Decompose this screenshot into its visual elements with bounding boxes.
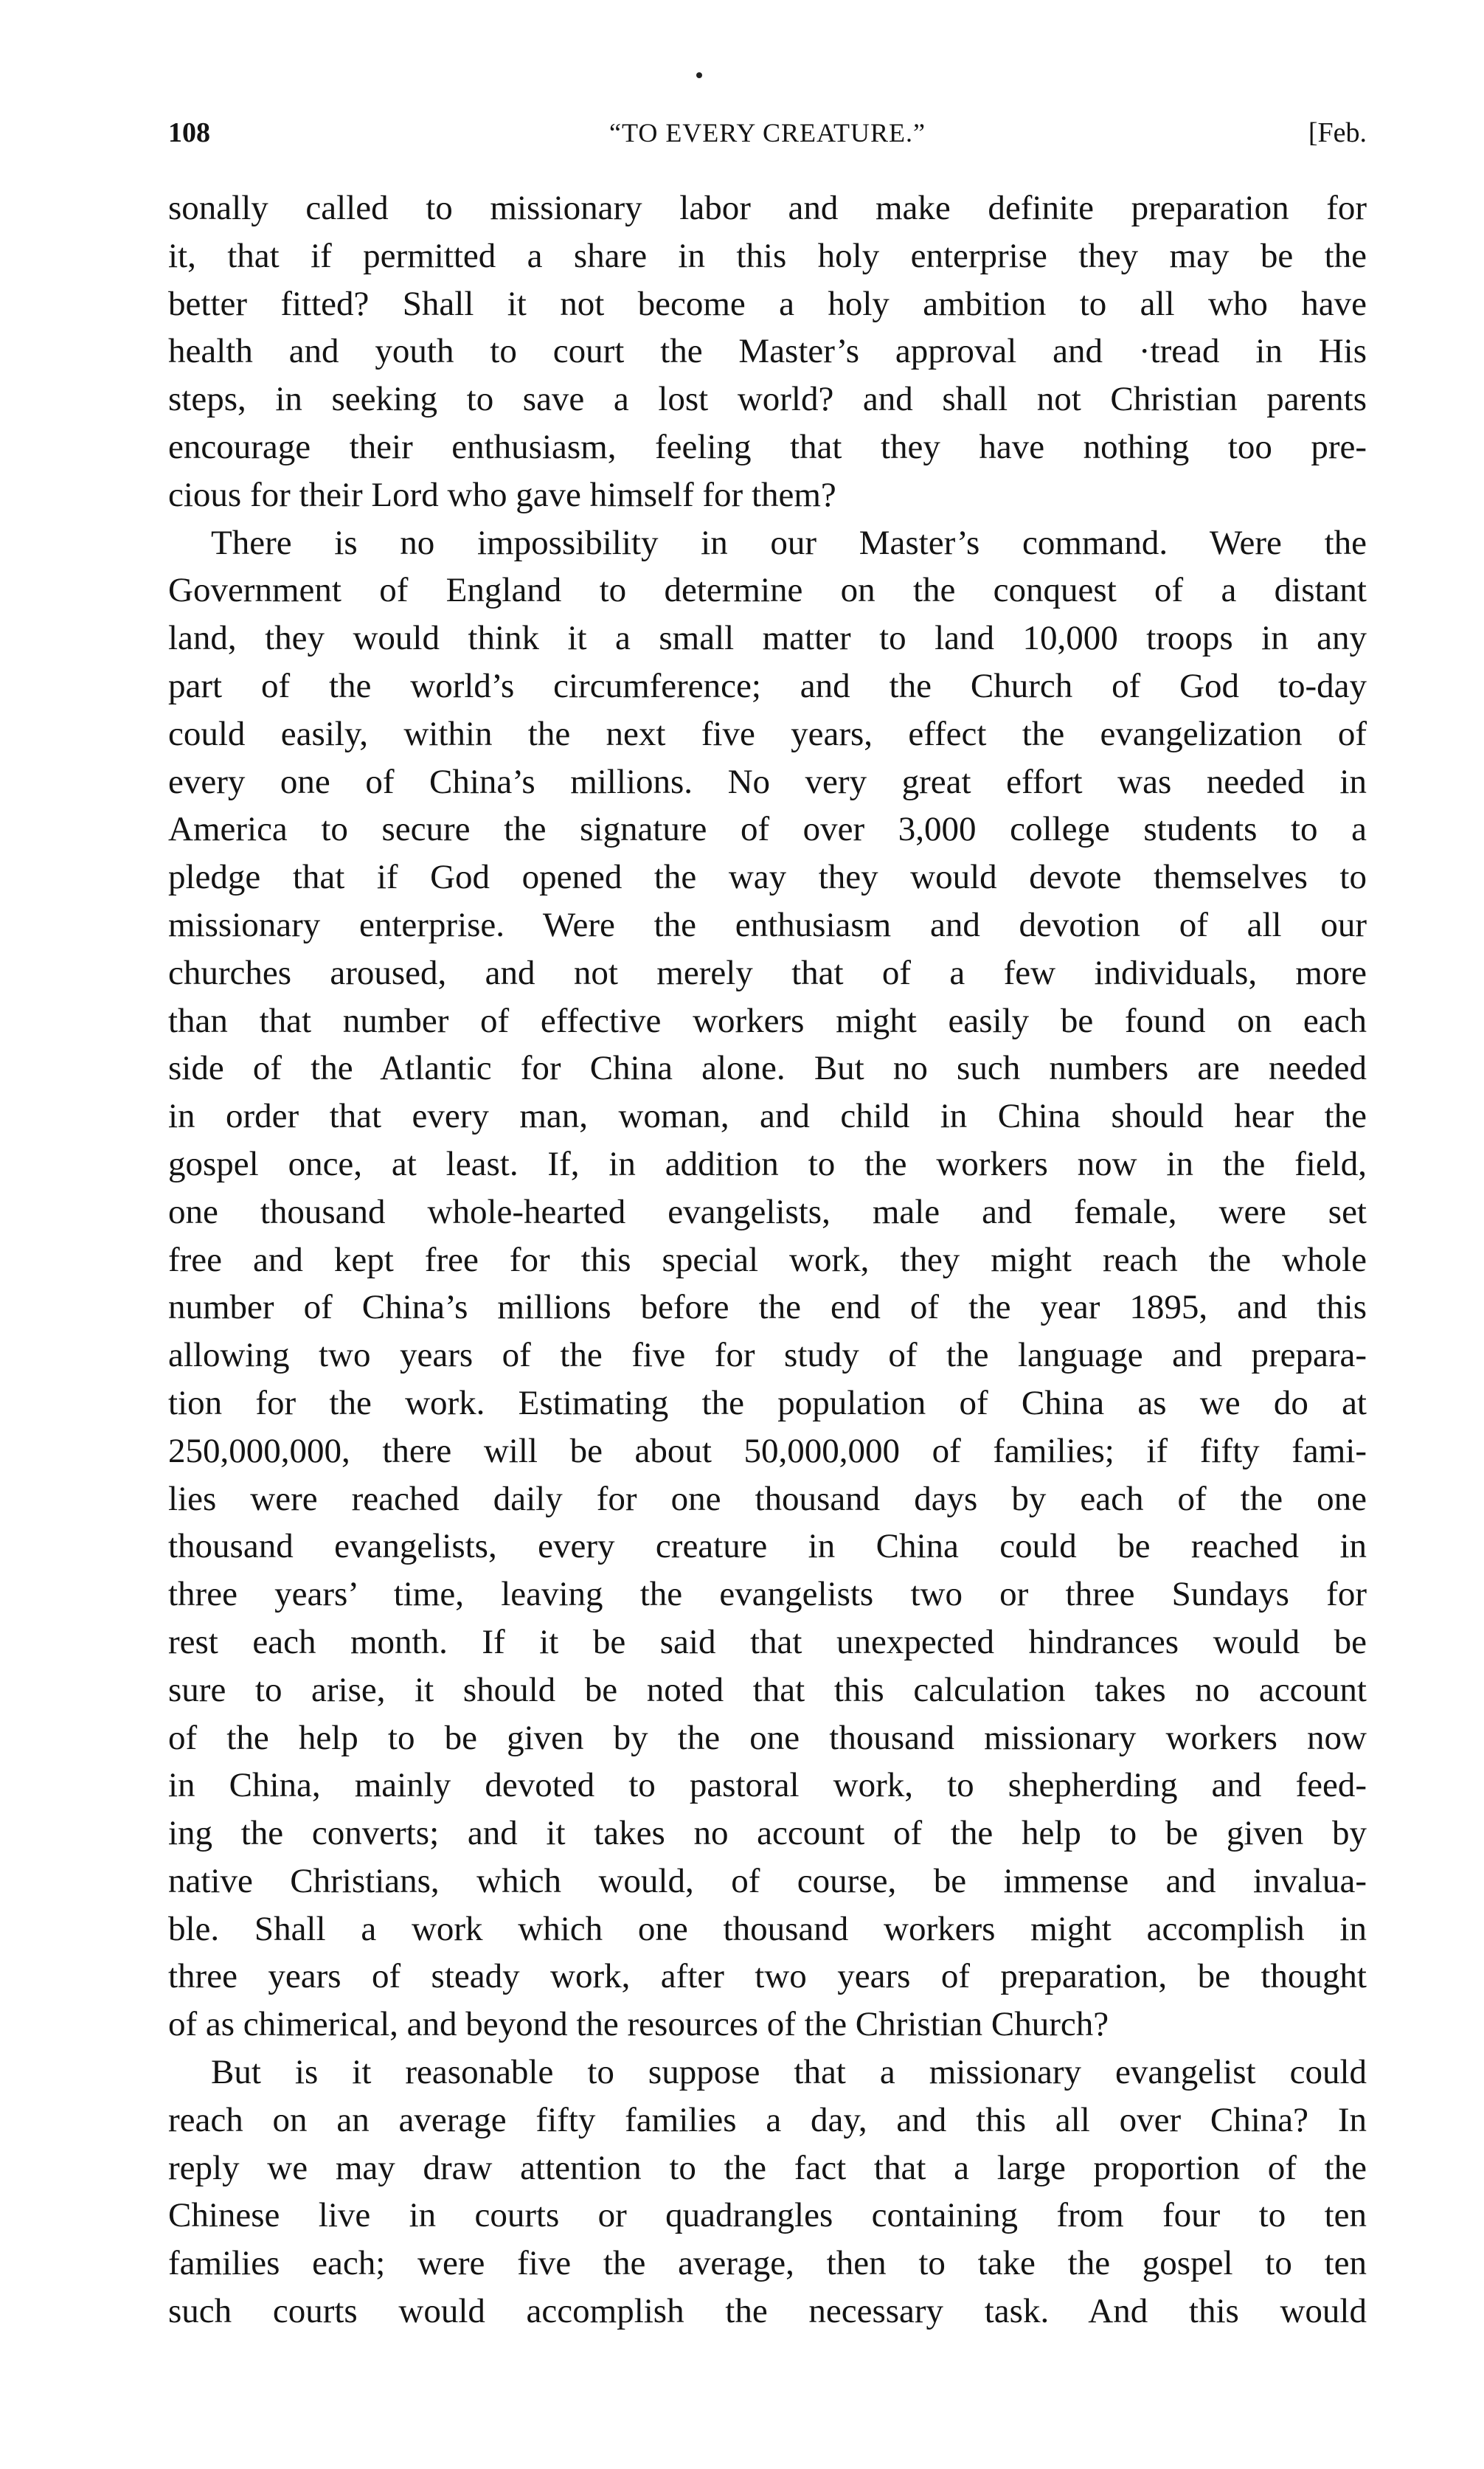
text-line: could easily, within the next five years, effect the evangelization of [168, 714, 1367, 753]
text-line: of the help to be given by the one thousand missionary workers now [168, 1718, 1367, 1757]
text-line: families each; were five the average, then to take the gospel to ten [168, 2244, 1367, 2283]
text-line: native Christians, which would, of course, be immense and invalua- [168, 1861, 1367, 1900]
text-line: free and kept free for this special work, they might reach the whole [168, 1240, 1367, 1279]
text-line: three years of steady work, after two years of preparation, be thought [168, 1957, 1367, 1996]
text-line: reply we may draw attention to the fact that a large proportion of the [168, 2148, 1367, 2187]
text-line: There is no impossibility in our Master’s command. Were the [211, 523, 1367, 562]
text-line: number of China’s millions before the end of the year 1895, and this [168, 1288, 1367, 1327]
text-line: it, that if permitted a share in this holy enterprise they may be the [168, 236, 1367, 275]
text-line: allowing two years of the five for study of the language and prepara- [168, 1336, 1367, 1375]
text-line: 250,000,000, there will be about 50,000,000 of families; if fifty fami- [168, 1431, 1367, 1470]
page-number: 108 [168, 117, 210, 148]
text-line: three years’ time, leaving the evangelists two or three Sundays for [168, 1575, 1367, 1614]
body-text [168, 184, 1367, 2335]
header-month: [Feb. [1308, 117, 1367, 148]
text-line: gospel once, at least. If, in addition to the workers now in the field, [168, 1144, 1367, 1183]
text-line: ble. Shall a work which one thousand workers might accomplish in [168, 1909, 1367, 1948]
text-line: missionary enterprise. Were the enthusiasm and devotion of all our [168, 905, 1367, 944]
text-line: such courts would accomplish the necessary task. And this would [168, 2292, 1367, 2331]
text-line: every one of China’s millions. No very great effort was needed in [168, 762, 1367, 801]
text-line: rest each month. If it be said that unexpected hindrances would be [168, 1622, 1367, 1661]
text-line: But is it reasonable to suppose that a missionary evangelist could [211, 2053, 1367, 2092]
text-line: steps, in seeking to save a lost world? and shall not Christian parents [168, 380, 1367, 419]
text-line: Chinese live in courts or quadrangles containing from four to ten [168, 2196, 1367, 2235]
running-title: “TO EVERY CREATURE.” [609, 118, 926, 148]
text-line: sonally called to missionary labor and make definite preparation for [168, 189, 1367, 227]
text-line: Government of England to determine on the conquest of a distant [168, 571, 1367, 610]
text-line: encourage their enthusiasm, feeling that they have nothing too pre- [168, 427, 1367, 466]
text-line: churches aroused, and not merely that of a few individuals, more [168, 953, 1367, 992]
text-line: one thousand whole-hearted evangelists, male and female, were set [168, 1192, 1367, 1231]
text-line: thousand evangelists, every creature in China could be reached in [168, 1527, 1367, 1566]
text-line: cious for their Lord who gave himself for them? [168, 475, 836, 514]
text-line: health and youth to court the Master’s approval and ·tread in His [168, 332, 1367, 371]
text-line: in order that every man, woman, and child in China should hear the [168, 1097, 1367, 1136]
text-line: land, they would think it a small matter to land 10,000 troops in any [168, 619, 1367, 658]
text-line: in China, mainly devoted to pastoral work, to shepherding and feed- [168, 1766, 1367, 1805]
text-line: ing the converts; and it takes no account of the help to be given by [168, 1814, 1367, 1853]
text-line: lies were reached daily for one thousand days by each of the one [168, 1479, 1367, 1518]
text-line: than that number of effective workers might easily be found on each [168, 1001, 1367, 1040]
text-line: side of the Atlantic for China alone. But no such numbers are needed [168, 1049, 1367, 1088]
printer-mark [696, 72, 702, 78]
text-line: better fitted? Shall it not become a holy ambition to all who have [168, 284, 1367, 323]
text-line: America to secure the signature of over 3,000 college students to a [168, 810, 1367, 849]
text-line: of as chimerical, and beyond the resources of the Christian Church? [168, 2005, 1109, 2044]
text-line: sure to arise, it should be noted that this calculation takes no account [168, 1670, 1367, 1709]
text-line: tion for the work. Estimating the population of China as we do at [168, 1383, 1367, 1422]
page-header [168, 111, 1367, 155]
text-line: reach on an average fifty families a day, and this all over China? In [168, 2100, 1367, 2139]
text-line: pledge that if God opened the way they would devote themselves to [168, 858, 1367, 897]
text-line: part of the world’s circumference; and the Church of God to-day [168, 666, 1367, 705]
